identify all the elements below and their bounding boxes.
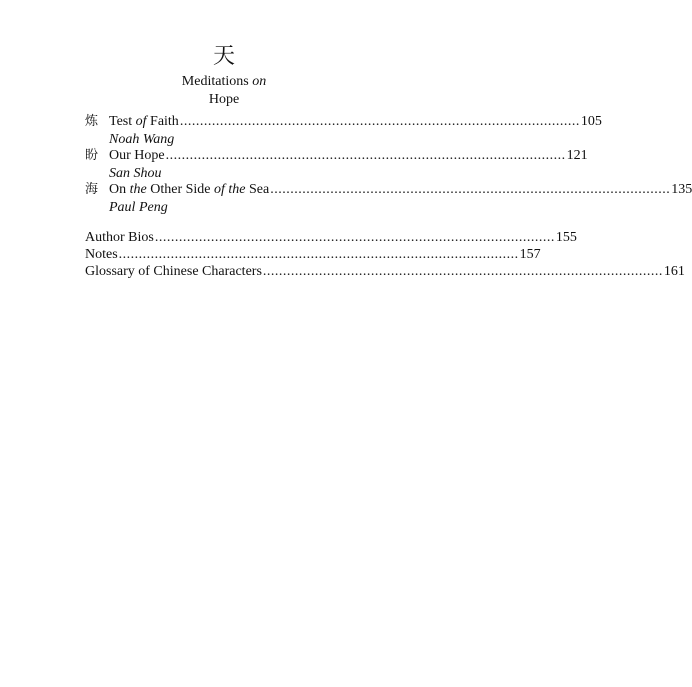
dot-leader: .................................................................................................... (179, 114, 580, 129)
entry-title: Test of Faith (109, 114, 179, 129)
section-character: 天 (212, 44, 235, 69)
entry-character: 海 (85, 182, 99, 197)
dot-leader: .................................................................................................... (118, 247, 519, 262)
section-title-line2: Hope (208, 92, 240, 107)
entry-author: San Shou (109, 166, 162, 181)
dot-leader: .................................................................................................... (262, 264, 663, 279)
toc-entry-notes[interactable] (85, 246, 541, 263)
section-title-line1: Meditations on (181, 74, 267, 89)
dot-leader: .................................................................................................... (154, 230, 555, 245)
toc-entry-our-hope[interactable] (85, 147, 588, 164)
entry-title: Glossary of Chinese Characters (85, 264, 262, 279)
dot-leader: .................................................................................................... (270, 182, 671, 197)
entry-page-number: 161 (663, 264, 685, 279)
entry-character: 炼 (85, 114, 99, 129)
entry-title: Our Hope (109, 148, 165, 163)
entry-page-number: 105 (580, 114, 602, 129)
entry-author: Noah Wang (109, 132, 175, 147)
entry-page-number: 157 (519, 247, 541, 262)
entry-character: 盼 (85, 148, 99, 163)
dot-leader: .................................................................................................... (165, 148, 566, 163)
toc-entry-author-bios[interactable] (85, 229, 577, 246)
entry-title: On the Other Side of the Sea (109, 182, 270, 197)
entry-title: Author Bios (85, 230, 154, 245)
entry-page-number: 135 (671, 182, 692, 197)
entry-title: Notes (85, 247, 118, 262)
toc-entry-other-side-of-the-sea[interactable] (85, 181, 692, 198)
toc-entry-test-of-faith[interactable] (85, 113, 602, 130)
entry-page-number: 121 (566, 148, 588, 163)
entry-page-number: 155 (555, 230, 577, 245)
toc-entry-glossary[interactable] (85, 263, 685, 280)
entry-author: Paul Peng (109, 200, 168, 215)
